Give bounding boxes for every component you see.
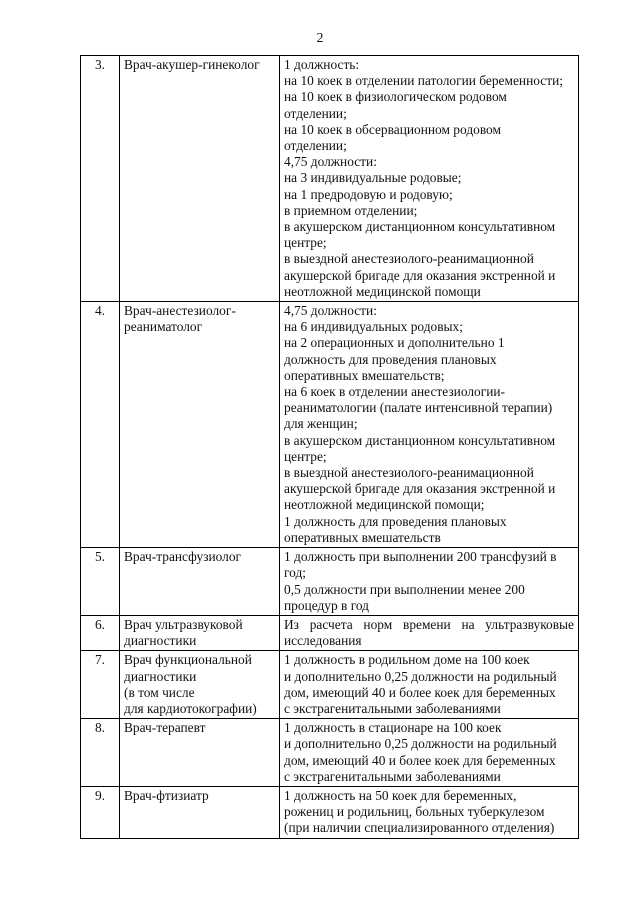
- position-line: Врач функциональной: [124, 652, 252, 668]
- norm-line: для женщин;: [284, 416, 358, 432]
- position-line: для кардиотокографии): [124, 700, 257, 716]
- position-cell: [120, 302, 280, 548]
- norm-line: 4,75 должности:: [284, 154, 377, 170]
- position-cell: [120, 615, 280, 650]
- position-line: Врач-трансфузиолог: [124, 549, 242, 565]
- row-number: 8.: [81, 719, 120, 787]
- norm-line: (при наличии специализированного отделения): [284, 820, 555, 836]
- position-line: Врач-терапевт: [124, 720, 206, 736]
- norm-line: в приемном отделении;: [284, 202, 418, 218]
- norm-line: в акушерском дистанционном консультативном: [284, 219, 556, 235]
- staffing-norm-cell: [280, 615, 579, 650]
- staffing-norm-cell: [280, 651, 579, 719]
- staffing-norm-cell: [280, 786, 579, 838]
- norm-line: в выездной анестезиолого-реанимационной: [284, 465, 534, 481]
- norm-line: и дополнительно 0,25 должности на родильный: [284, 668, 557, 684]
- norm-line: дом, имеющий 40 и более коек для беременных: [284, 684, 556, 700]
- position-line: диагностики: [124, 633, 197, 649]
- norm-line: 1 должность:: [284, 57, 360, 72]
- norm-line: неотложной медицинской помощи;: [284, 497, 485, 513]
- position-line: диагностики: [124, 668, 197, 684]
- norm-line: оперативных вмешательств;: [284, 367, 445, 383]
- position-line: реаниматолог: [124, 319, 203, 335]
- norm-line: на 10 коек в физиологическом родовом: [284, 89, 507, 105]
- position-cell: [120, 719, 280, 787]
- norm-line: 1 должность в стационаре на 100 коек: [284, 720, 502, 736]
- norm-line: Из расчета норм времени на ультразвуковые: [284, 616, 574, 632]
- table-row: [81, 615, 579, 650]
- norm-line: на 10 коек в обсервационном родовом: [284, 121, 501, 137]
- table-body: [81, 56, 579, 839]
- norm-line: в акушерском дистанционном консультативном: [284, 432, 556, 448]
- staffing-table: [80, 55, 579, 839]
- norm-line: год;: [284, 565, 307, 581]
- table-row: [81, 548, 579, 616]
- page-number: 2: [316, 31, 324, 46]
- norm-line: реаниматологии (палате интенсивной терапии): [284, 400, 553, 416]
- norm-line: исследования: [284, 633, 362, 649]
- norm-line: на 2 операционных и дополнительно 1: [284, 335, 505, 351]
- position-cell: [120, 56, 280, 302]
- norm-line: 0,5 должности при выполнении менее 200: [284, 581, 525, 597]
- row-number: 6.: [81, 615, 120, 650]
- table-row: [81, 302, 579, 548]
- position-line: (в том числе: [124, 684, 195, 700]
- position-cell: [120, 786, 280, 838]
- norm-line: в выездной анестезиолого-реанимационной: [284, 251, 534, 267]
- norm-line: и дополнительно 0,25 должности на родильный: [284, 736, 557, 752]
- norm-line: с экстрагенитальными заболеваниями: [284, 768, 501, 784]
- row-number: 5.: [81, 548, 120, 616]
- norm-line: отделении;: [284, 138, 347, 154]
- norm-line: 1 должность на 50 коек для беременных,: [284, 787, 517, 803]
- norm-line: акушерской бригаде для оказания экстренной и: [284, 481, 556, 497]
- table-row: [81, 56, 579, 302]
- row-number: 4.: [81, 302, 120, 548]
- position-line: Врач-анестезиолог-: [124, 303, 236, 319]
- position-cell: [120, 651, 280, 719]
- position-line: Врач ультразвуковой: [124, 616, 243, 632]
- norm-line: центре;: [284, 448, 327, 464]
- position-cell: [120, 548, 280, 616]
- norm-line: центре;: [284, 235, 327, 251]
- staffing-norm-cell: [280, 56, 579, 302]
- norm-line: на 6 коек в отделении анестезиологии-: [284, 384, 505, 400]
- norm-line: должность для проведения плановых: [284, 351, 497, 367]
- norm-line: 4,75 должности:: [284, 303, 377, 319]
- table-row: [81, 786, 579, 838]
- norm-line: оперативных вмешательств: [284, 529, 441, 545]
- table-row: [81, 651, 579, 719]
- norm-line: 1 должность в родильном доме на 100 коек: [284, 652, 530, 668]
- row-number: 7.: [81, 651, 120, 719]
- staffing-norm-cell: [280, 548, 579, 616]
- norm-line: на 10 коек в отделении патологии беременности;: [284, 73, 563, 89]
- norm-line: на 3 индивидуальные родовые;: [284, 170, 462, 186]
- norm-line: 1 должность при выполнении 200 трансфузий в: [284, 549, 557, 565]
- norm-line: отделении;: [284, 105, 347, 121]
- norm-line: на 6 индивидуальных родовых;: [284, 319, 463, 335]
- norm-line: 1 должность для проведения плановых: [284, 513, 507, 529]
- table-row: [81, 719, 579, 787]
- staffing-norm-cell: [280, 302, 579, 548]
- position-line: Врач-фтизиатр: [124, 787, 209, 803]
- row-number: 9.: [81, 786, 120, 838]
- norm-line: неотложной медицинской помощи: [284, 283, 481, 299]
- norm-line: на 1 предродовую и родовую;: [284, 186, 453, 202]
- norm-line: процедур в год: [284, 597, 369, 613]
- norm-line: дом, имеющий 40 и более коек для беременных: [284, 752, 556, 768]
- norm-line: акушерской бригаде для оказания экстренной и: [284, 267, 556, 283]
- position-line: Врач-акушер-гинеколог: [124, 57, 260, 72]
- norm-line: рожениц и родильниц, больных туберкулезом: [284, 804, 545, 820]
- norm-line: с экстрагенитальными заболеваниями: [284, 700, 501, 716]
- staffing-norm-cell: [280, 719, 579, 787]
- row-number: 3.: [81, 56, 120, 302]
